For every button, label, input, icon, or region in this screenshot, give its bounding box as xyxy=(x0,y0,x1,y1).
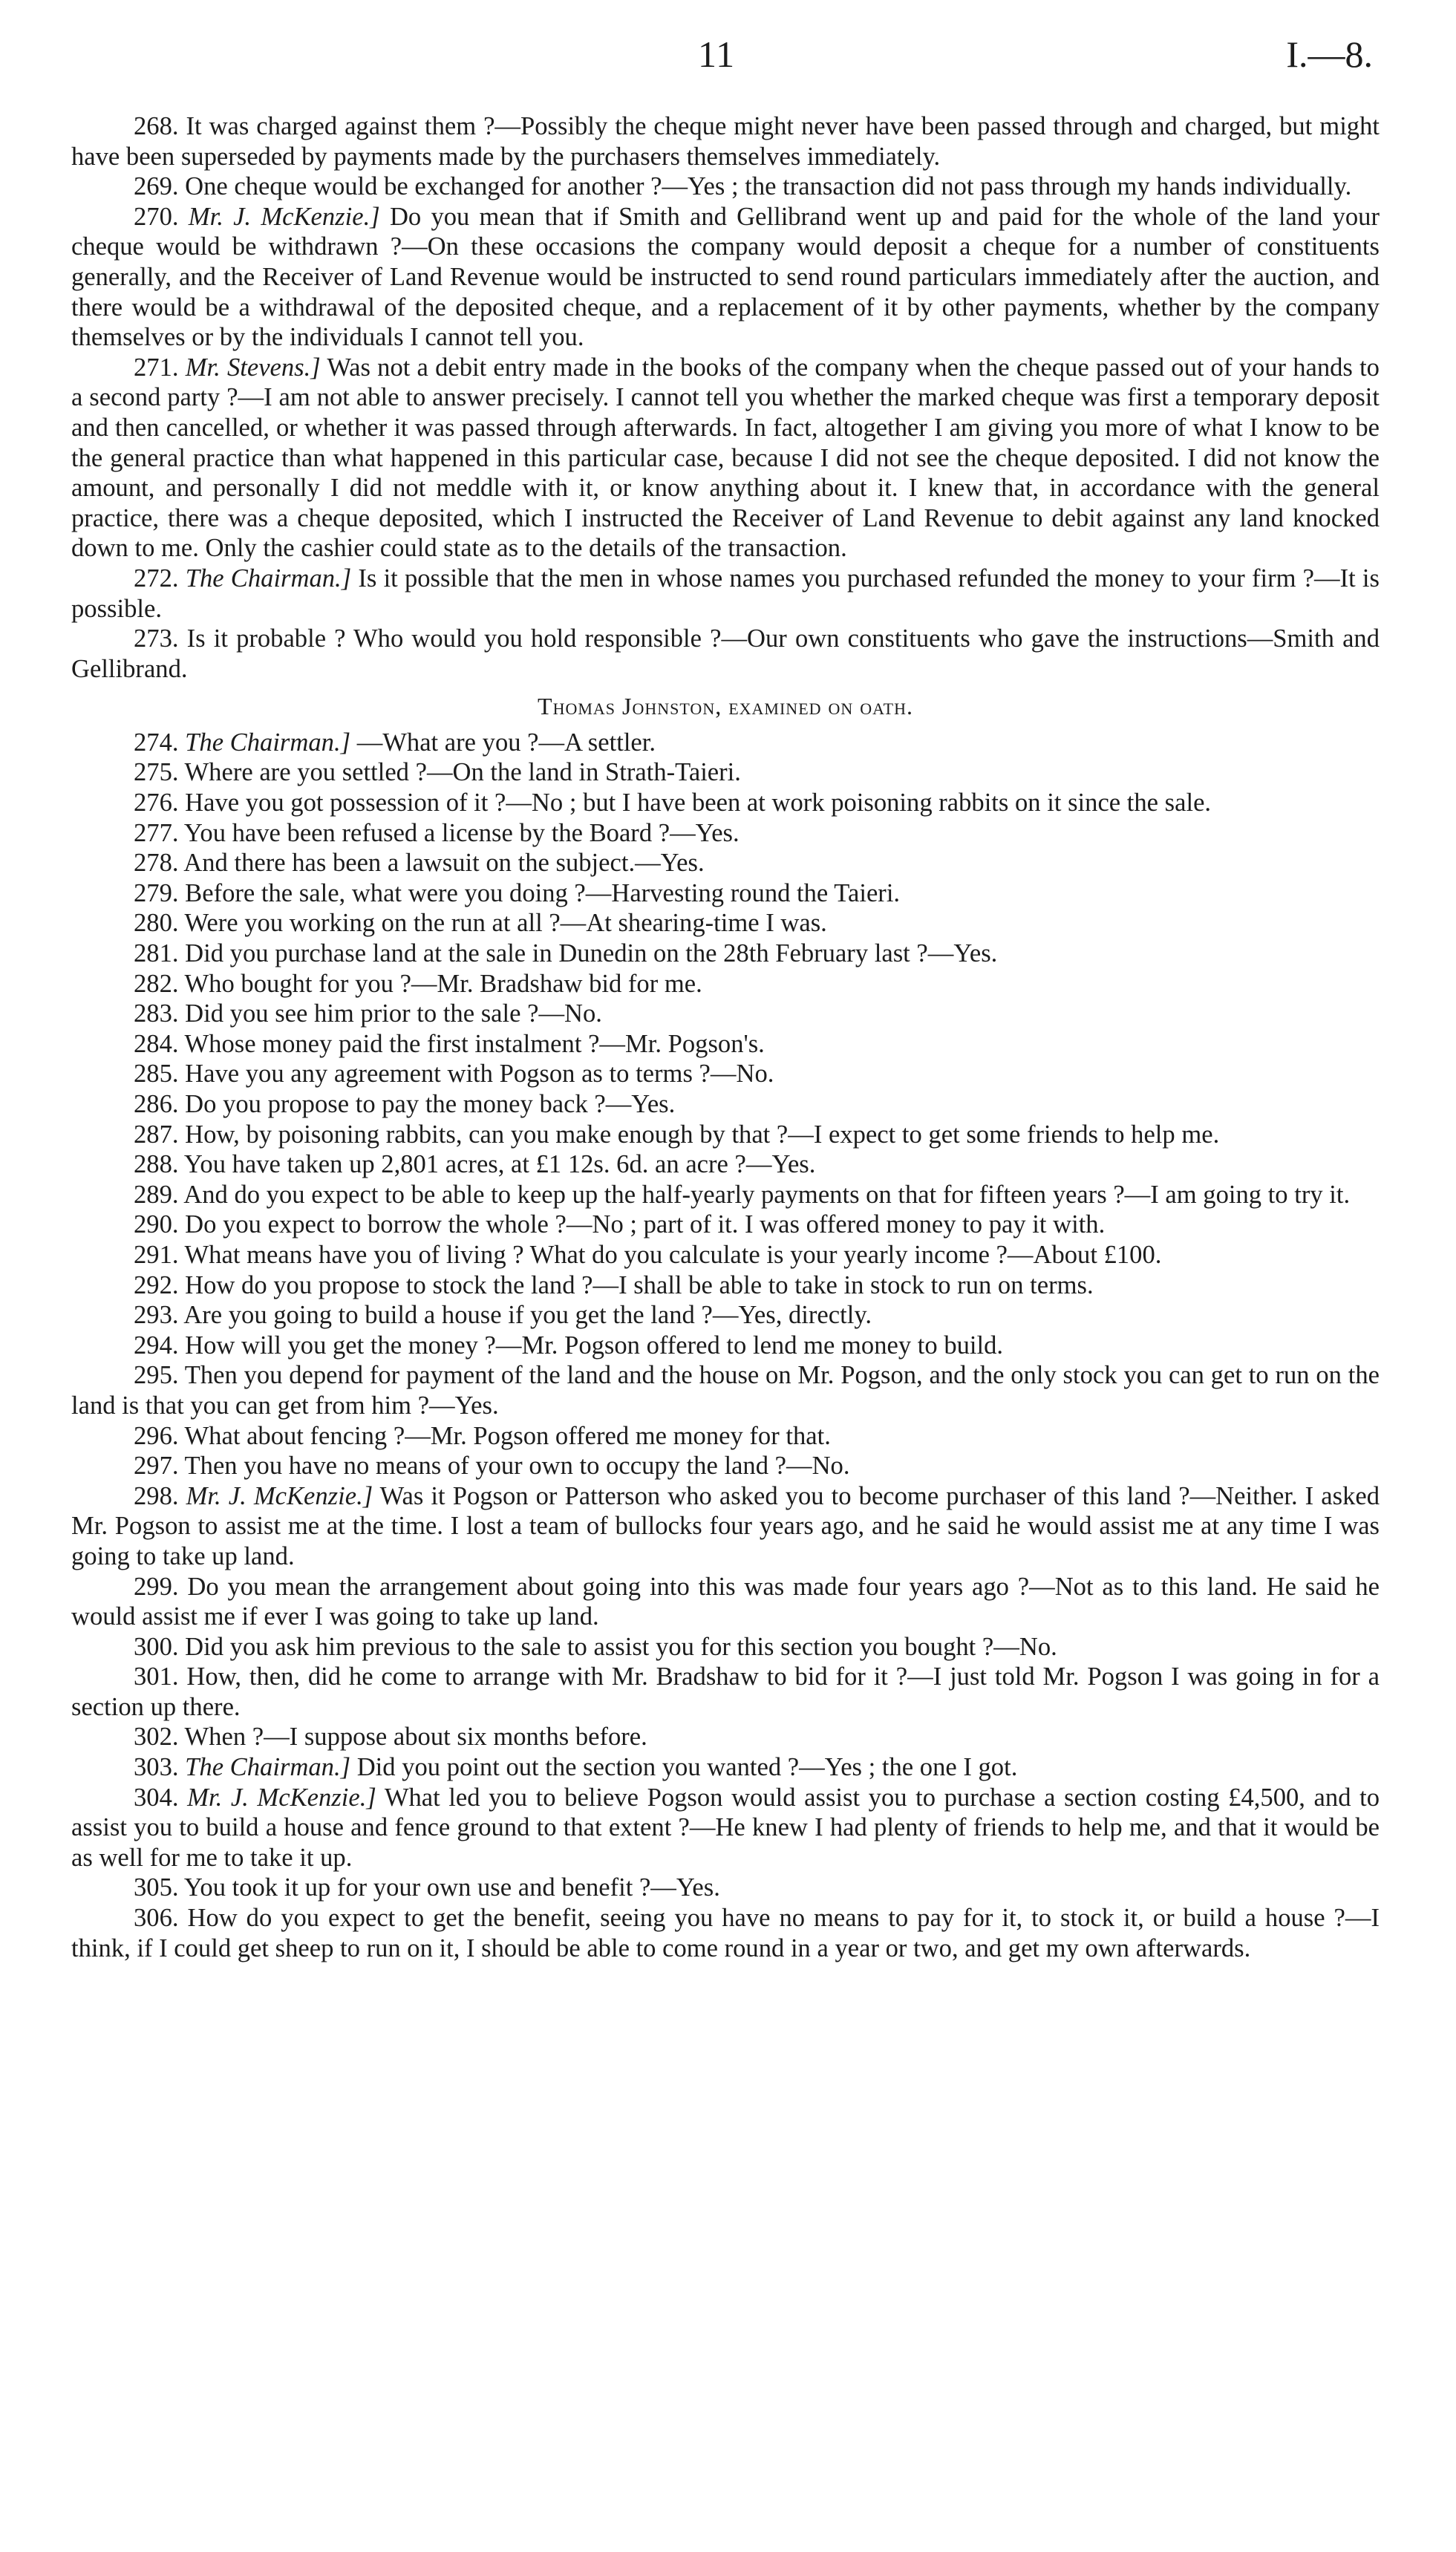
question-number: 302. xyxy=(134,1723,179,1752)
question-entry xyxy=(71,908,1380,939)
speaker-label: Mr. J. McKenzie.] xyxy=(186,1481,373,1510)
question-entry xyxy=(71,1300,1380,1331)
question-text: Did you purchase land at the sale in Dunedin on the 28th February last ?—Yes. xyxy=(185,939,998,968)
speaker-label: Mr. J. McKenzie.] xyxy=(188,202,380,231)
question-text: Whose money paid the first instalment ?—Mr. Pogson's. xyxy=(184,1029,765,1058)
question-text: Are you going to build a house if you get the land ?—Yes, directly. xyxy=(183,1301,872,1330)
question-entry xyxy=(71,202,1380,353)
question-text: Where are you settled ?—On the land in Strath-Taieri. xyxy=(184,758,741,787)
question-entry xyxy=(71,1029,1380,1060)
question-text: Is it possible that the men in whose names you purchased refunded the money to your firm ?—It is possible. xyxy=(71,564,1380,623)
question-entry xyxy=(71,788,1380,818)
question-entry xyxy=(71,353,1380,564)
question-text: How do you propose to stock the land ?—I shall be able to take in stock to run on terms. xyxy=(185,1270,1094,1299)
page-header xyxy=(0,33,1456,85)
question-text: You took it up for your own use and benefit ?—Yes. xyxy=(183,1873,720,1902)
question-entry xyxy=(71,1451,1380,1481)
question-entry xyxy=(71,1210,1380,1240)
question-text: Did you see him prior to the sale ?—No. xyxy=(185,999,602,1028)
question-entry xyxy=(71,1481,1380,1572)
question-text: When ?—I suppose about six months before. xyxy=(184,1723,647,1752)
question-number: 300. xyxy=(134,1632,179,1661)
question-entry xyxy=(71,1089,1380,1120)
question-number: 279. xyxy=(134,878,179,907)
question-number: 306. xyxy=(134,1904,179,1933)
question-number: 283. xyxy=(134,999,179,1028)
question-entry xyxy=(71,878,1380,909)
speaker-label: Mr. J. McKenzie.] xyxy=(187,1783,376,1812)
question-number: 305. xyxy=(134,1873,179,1902)
question-number: 299. xyxy=(134,1572,179,1601)
question-block-1 xyxy=(71,111,1380,684)
question-number: 297. xyxy=(134,1452,179,1481)
speaker-label: The Chairman.] xyxy=(185,728,351,757)
evidence-body xyxy=(71,111,1380,1963)
question-number: 278. xyxy=(134,849,179,878)
question-entry xyxy=(71,1120,1380,1150)
question-number: 272. xyxy=(134,564,179,593)
question-number: 291. xyxy=(134,1240,179,1269)
witness-heading: Thomas Johnston, examined on oath. xyxy=(538,693,913,720)
question-entry xyxy=(71,1059,1380,1089)
question-number: 282. xyxy=(134,969,179,998)
question-number: 275. xyxy=(134,758,179,787)
question-number: 270. xyxy=(134,202,179,231)
question-entry xyxy=(71,624,1380,684)
question-number: 303. xyxy=(134,1753,179,1782)
question-text: Have you any agreement with Pogson as to terms ?—No. xyxy=(185,1060,774,1089)
question-text: Have you got possession of it ?—No ; but I have been at work poisoning rabbits on it since the sale. xyxy=(185,789,1212,818)
question-number: 304. xyxy=(134,1783,179,1812)
question-number: 286. xyxy=(134,1090,179,1118)
question-entry xyxy=(71,1240,1380,1270)
question-text: What about fencing ?—Mr. Pogson offered me money for that. xyxy=(184,1421,831,1450)
question-text: Before the sale, what were you doing ?—Harvesting round the Taieri. xyxy=(185,878,901,907)
question-text: What means have you of living ? What do you calculate is your yearly income ?—About £100. xyxy=(184,1240,1162,1269)
series-number: I.—8. xyxy=(1286,33,1373,75)
question-entry xyxy=(71,172,1380,202)
speaker-label: The Chairman.] xyxy=(185,1753,351,1782)
question-text: Then you depend for payment of the land and the house on Mr. Pogson, and the only stock you can get to run on the land is that you can get from him ?—Yes. xyxy=(71,1361,1380,1420)
question-text: You have been refused a license by the Board ?—Yes. xyxy=(183,818,740,847)
question-number: 277. xyxy=(134,818,179,847)
question-entry xyxy=(71,1752,1380,1783)
question-text: Do you expect to borrow the whole ?—No ; part of it. I was offered money to pay it with. xyxy=(185,1210,1106,1239)
question-entry xyxy=(71,1903,1380,1963)
question-text: How, then, did he come to arrange with Mr. Bradshaw to bid for it ?—I just told Mr. Pogson I was going in for a section up there. xyxy=(71,1662,1380,1721)
question-number: 289. xyxy=(134,1180,179,1209)
question-text: What led you to believe Pogson would assist you to purchase a section costing £4,500, and to assist you to build a house and fence ground to that extent ?—He knew I had plenty of friends to help me, and that it would be as well for me to take it up. xyxy=(71,1783,1380,1872)
question-entry xyxy=(71,1360,1380,1420)
question-text: Then you have no means of your own to occupy the land ?—No. xyxy=(184,1452,850,1481)
question-entry xyxy=(71,1331,1380,1361)
question-entry xyxy=(71,1783,1380,1873)
question-number: 290. xyxy=(134,1210,179,1239)
question-number: 294. xyxy=(134,1331,179,1360)
question-number: 280. xyxy=(134,909,179,938)
question-entry xyxy=(71,1149,1380,1180)
question-text: Do you propose to pay the money back ?—Yes. xyxy=(185,1090,676,1118)
question-text: And there has been a lawsuit on the subject.—Yes. xyxy=(183,849,705,878)
question-entry xyxy=(71,969,1380,999)
question-text: It was charged against them ?—Possibly the cheque might never have been passed through and charged, but might have been superseded by payments made by the purchasers themselves immediately. xyxy=(71,112,1380,171)
speaker-label: The Chairman.] xyxy=(185,564,352,593)
question-entry xyxy=(71,1632,1380,1662)
question-entry xyxy=(71,1873,1380,1903)
question-number: 276. xyxy=(134,789,179,818)
question-number: 287. xyxy=(134,1120,179,1149)
question-number: 269. xyxy=(134,172,179,201)
question-entry xyxy=(71,564,1380,624)
page-number: 11 xyxy=(698,33,736,75)
question-text: How will you get the money ?—Mr. Pogson offered to lend me money to build. xyxy=(185,1331,1004,1360)
question-entry xyxy=(71,728,1380,758)
question-number: 284. xyxy=(134,1029,179,1058)
question-text: How, by poisoning rabbits, can you make enough by that ?—I expect to get some friends to help me. xyxy=(185,1120,1220,1149)
question-text: How do you expect to get the benefit, seeing you have no means to pay for it, to stock it, or build a house ?—I think, if I could get sheep to run on it, I should be able to come round in a year or two, and get my own afterwards. xyxy=(71,1904,1380,1962)
question-text: Do you mean the arrangement about going into this was made four years ago ?—Not as to this land. He said he would assist me if ever I was going to take up land. xyxy=(71,1572,1380,1631)
question-number: 295. xyxy=(134,1361,179,1390)
question-text: One cheque would be exchanged for another ?—Yes ; the transaction did not pass through my hands individually. xyxy=(185,172,1352,201)
question-entry xyxy=(71,818,1380,849)
question-text: And do you expect to be able to keep up the half-yearly payments on that for fifteen years ?—I am going to try it. xyxy=(183,1180,1351,1209)
question-text: Was it Pogson or Patterson who asked you to become purchaser of this land ?—Neither. I asked Mr. Pogson to assist me at the time. I lost a team of bullocks four years ago, and he said he would assist me at any time I was going to take up land. xyxy=(71,1481,1380,1570)
question-number: 301. xyxy=(134,1662,179,1691)
question-number: 274. xyxy=(134,728,179,757)
question-number: 293. xyxy=(134,1301,179,1330)
question-text: Do you mean that if Smith and Gellibrand went up and paid for the whole of the land your cheque would be withdrawn ?—On these occasions the company would deposit a cheque for a number of constituents generally, and the Receiver of Land Revenue would be instructed to send round particulars immediately after the auction, and there would be a withdrawal of the deposited cheque, and a replacement of it by other payments, whether by the company themselves or by the individuals I cannot tell you. xyxy=(71,202,1380,352)
question-text: Who bought for you ?—Mr. Bradshaw bid for me. xyxy=(184,969,702,998)
question-entry xyxy=(71,1572,1380,1632)
question-text: Was not a debit entry made in the books of the company when the cheque passed out of your hands to a second party ?—I am not able to answer precisely. I cannot tell you whether the marked cheque was first a temporary deposit and then cancelled, or whether it was passed through afterwards. In fact, altogether I am giving you more of what I know to be the general practice than what happened in this particular case, because I did not see the cheque deposited. I did not know the amount, and personally I did not meddle with it, or know anything about it. I knew that, in accordance with the general practice, there was a cheque deposited, which I instructed the Receiver of Land Revenue to debit against any land knocked down to me. Only the cashier could state as to the details of the transaction. xyxy=(71,353,1380,563)
question-number: 298. xyxy=(134,1481,179,1510)
question-number: 285. xyxy=(134,1060,179,1089)
question-text: Is it probable ? Who would you hold responsible ?—Our own constituents who gave the instructions—Smith and Gellibrand. xyxy=(71,624,1380,683)
question-entry xyxy=(71,1180,1380,1210)
question-number: 288. xyxy=(134,1150,179,1179)
question-number: 273. xyxy=(134,624,179,653)
question-number: 296. xyxy=(134,1421,179,1450)
question-number: 268. xyxy=(134,112,179,140)
question-entry xyxy=(71,1421,1380,1452)
question-entry xyxy=(71,1662,1380,1722)
question-entry xyxy=(71,1270,1380,1301)
question-text: Were you working on the run at all ?—At shearing-time I was. xyxy=(184,909,827,938)
question-block-2 xyxy=(71,728,1380,1963)
question-entry xyxy=(71,1722,1380,1752)
question-text: Did you point out the section you wanted ?—Yes ; the one I got. xyxy=(356,1753,1018,1782)
question-number: 281. xyxy=(134,939,179,968)
question-number: 271. xyxy=(134,353,179,382)
question-entry xyxy=(71,111,1380,172)
question-text: —What are you ?—A settler. xyxy=(356,728,656,757)
question-text: You have taken up 2,801 acres, at £1 12s. 6d. an acre ?—Yes. xyxy=(183,1150,816,1179)
question-entry xyxy=(71,757,1380,788)
question-entry xyxy=(71,939,1380,969)
question-number: 292. xyxy=(134,1270,179,1299)
question-entry xyxy=(71,999,1380,1029)
question-text: Did you ask him previous to the sale to assist you for this section you bought ?—No. xyxy=(185,1632,1057,1661)
speaker-label: Mr. Stevens.] xyxy=(185,353,321,382)
question-entry xyxy=(71,848,1380,878)
